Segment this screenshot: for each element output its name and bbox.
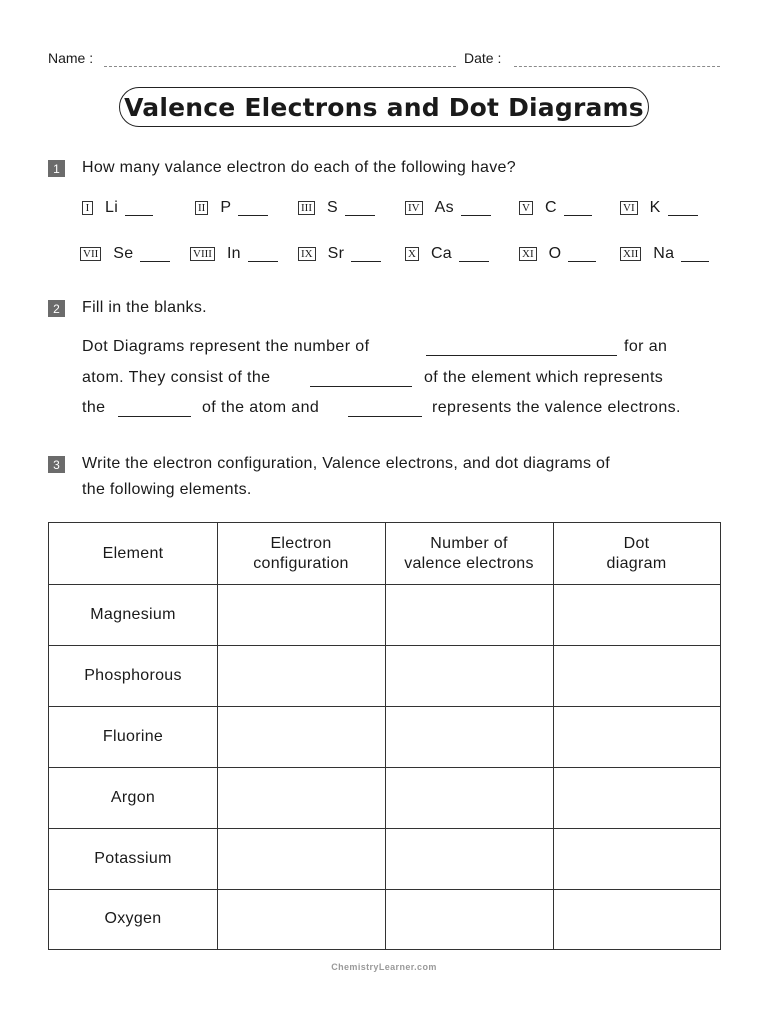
roman-numeral-box: VI bbox=[620, 201, 638, 215]
header-text: configuration bbox=[253, 554, 349, 572]
header-text: Dot bbox=[623, 534, 650, 552]
q1-item bbox=[620, 245, 709, 263]
answer-blank[interactable] bbox=[140, 247, 170, 262]
section-number-3: 3 bbox=[48, 456, 65, 473]
table-header-dot-diagram bbox=[553, 523, 720, 584]
q1-item bbox=[519, 245, 596, 263]
answer-blank[interactable] bbox=[668, 201, 698, 216]
table-header-element bbox=[49, 523, 217, 584]
roman-numeral-box: XI bbox=[519, 247, 537, 261]
header-text: Element bbox=[102, 544, 164, 562]
fill-blank-line[interactable] bbox=[310, 386, 412, 387]
answer-blank[interactable] bbox=[461, 201, 491, 216]
q1-item bbox=[405, 245, 489, 263]
q1-item bbox=[620, 199, 698, 217]
q1-item bbox=[298, 245, 381, 263]
q2-text: represents the valence electrons. bbox=[432, 399, 681, 416]
roman-numeral-box: IV bbox=[405, 201, 423, 215]
date-label: Date : bbox=[464, 50, 502, 66]
q2-prompt: Fill in the blanks. bbox=[82, 299, 207, 316]
element-symbol: Se bbox=[113, 245, 134, 262]
table-row-element: Potassium bbox=[94, 849, 172, 867]
q3-prompt-line1: Write the electron configuration, Valence electrons, and dot diagrams of bbox=[82, 455, 610, 472]
q1-item bbox=[298, 199, 375, 217]
table-row-element: Magnesium bbox=[90, 605, 176, 623]
element-symbol: K bbox=[649, 199, 661, 216]
element-symbol: P bbox=[220, 199, 232, 216]
q2-text: Dot Diagrams represent the number of bbox=[82, 338, 370, 355]
table-row-element: Oxygen bbox=[104, 910, 162, 927]
answer-blank[interactable] bbox=[564, 201, 592, 216]
element-symbol: O bbox=[548, 245, 562, 262]
roman-numeral-box: X bbox=[405, 247, 419, 261]
roman-numeral-box: VIII bbox=[190, 247, 215, 261]
element-symbol: C bbox=[544, 199, 557, 216]
q1-item bbox=[80, 245, 170, 263]
q1-prompt: How many valance electron do each of the following have? bbox=[82, 159, 516, 176]
element-symbol: Na bbox=[653, 245, 675, 262]
fill-blank-line[interactable] bbox=[118, 416, 191, 417]
element-symbol: S bbox=[327, 199, 338, 216]
q2-text: of the atom and bbox=[202, 399, 320, 416]
name-field-line[interactable] bbox=[104, 66, 456, 67]
answer-blank[interactable] bbox=[459, 247, 489, 262]
element-symbol: Li bbox=[105, 199, 119, 216]
q1-item bbox=[519, 199, 592, 217]
answer-blank[interactable] bbox=[568, 247, 596, 262]
header-text: diagram bbox=[606, 554, 667, 572]
footer-credit: ChemistryLearner.com bbox=[331, 962, 437, 972]
table-row-element: Argon bbox=[110, 788, 156, 806]
answer-blank[interactable] bbox=[125, 201, 153, 216]
q2-text: for an bbox=[624, 338, 668, 355]
table-row-element: Fluorine bbox=[102, 727, 164, 745]
worksheet-title: Valence Electrons and Dot Diagrams bbox=[119, 87, 649, 127]
q3-prompt-line2: the following elements. bbox=[82, 481, 252, 498]
section-number-2: 2 bbox=[48, 300, 65, 317]
date-field-line[interactable] bbox=[514, 66, 720, 67]
answer-blank[interactable] bbox=[345, 201, 375, 216]
table-divider bbox=[553, 523, 554, 949]
roman-numeral-box: III bbox=[298, 201, 315, 215]
header-text: Number of bbox=[430, 534, 508, 552]
header-text: Electron bbox=[270, 534, 332, 552]
table-header-electron-configuration bbox=[217, 523, 385, 584]
table-header-valence-electrons bbox=[385, 523, 553, 584]
q1-item bbox=[190, 245, 278, 263]
name-label: Name : bbox=[48, 50, 94, 66]
answer-blank[interactable] bbox=[238, 201, 268, 216]
fill-blank-line[interactable] bbox=[348, 416, 422, 417]
answer-blank[interactable] bbox=[351, 247, 381, 262]
q2-text: the bbox=[82, 399, 106, 416]
roman-numeral-box: II bbox=[195, 201, 208, 215]
element-table bbox=[48, 522, 721, 950]
q1-item bbox=[195, 199, 268, 217]
roman-numeral-box: XII bbox=[620, 247, 641, 261]
roman-numeral-box: V bbox=[519, 201, 533, 215]
answer-blank[interactable] bbox=[681, 247, 709, 262]
roman-numeral-box: IX bbox=[298, 247, 316, 261]
roman-numeral-box: I bbox=[82, 201, 93, 215]
element-symbol: Sr bbox=[327, 245, 345, 262]
element-symbol: In bbox=[226, 245, 241, 262]
roman-numeral-box: VII bbox=[80, 247, 101, 261]
table-row-element: Phosphorous bbox=[84, 666, 182, 684]
table-divider bbox=[385, 523, 386, 949]
q1-item bbox=[405, 199, 491, 217]
q1-item bbox=[82, 199, 153, 217]
q2-text: of the element which represents bbox=[424, 369, 664, 386]
table-divider bbox=[217, 523, 218, 949]
answer-blank[interactable] bbox=[248, 247, 278, 262]
element-symbol: As bbox=[434, 199, 454, 216]
fill-blank-line[interactable] bbox=[426, 355, 617, 356]
q2-text: atom. They consist of the bbox=[82, 369, 271, 386]
element-symbol: Ca bbox=[430, 245, 453, 262]
header-text: valence electrons bbox=[404, 554, 534, 572]
section-number-1: 1 bbox=[48, 160, 65, 177]
